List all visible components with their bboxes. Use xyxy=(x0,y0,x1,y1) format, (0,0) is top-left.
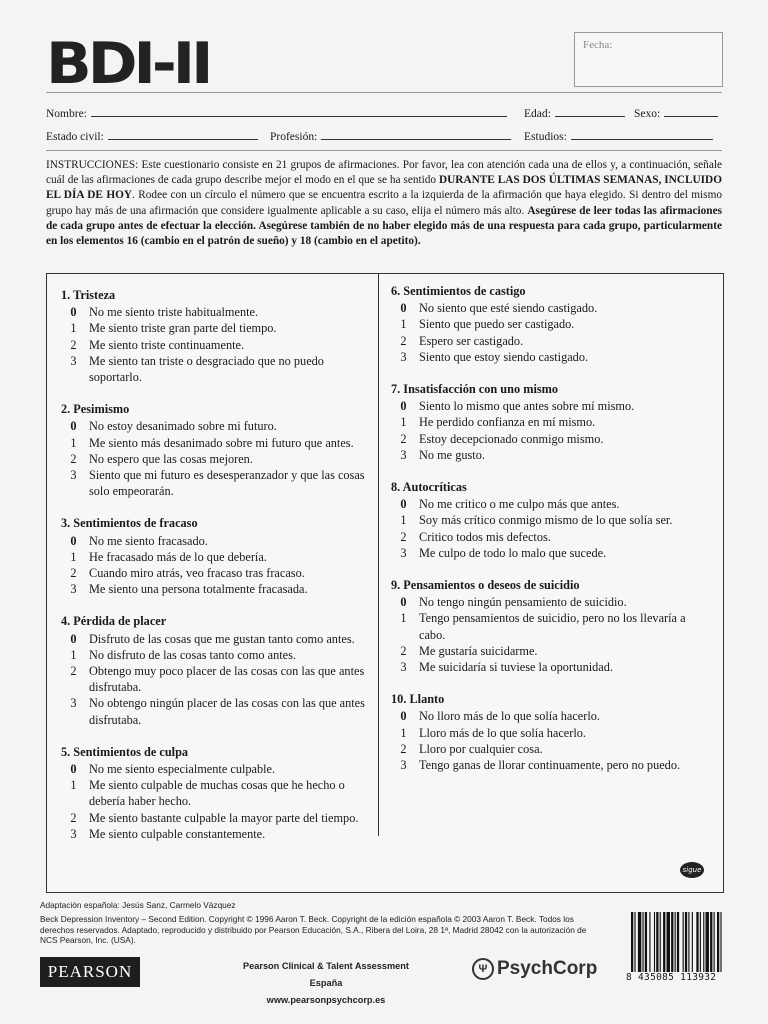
option-text: Soy más crítico conmigo mismo de lo que solía ser. xyxy=(419,513,673,528)
barcode-bar xyxy=(675,912,676,972)
psychcorp-logo: Ψ PsychCorp xyxy=(472,958,597,980)
bdi-logo: BDI-II xyxy=(46,30,210,98)
answer-option[interactable] xyxy=(58,826,372,842)
question-title: 6. Sentimientos de castigo xyxy=(391,284,526,298)
barcode-bar xyxy=(656,912,658,972)
barcode-bar xyxy=(649,912,650,972)
question-title: 1. Tristeza xyxy=(61,288,116,302)
question-title: 4. Pérdida de placer xyxy=(61,614,167,629)
answer-option[interactable] xyxy=(58,418,372,434)
answer-option[interactable] xyxy=(388,512,710,528)
option-text: Estoy decepcionado conmigo mismo. xyxy=(419,431,604,446)
question-group xyxy=(388,479,710,561)
answer-option[interactable] xyxy=(58,304,372,320)
option-number[interactable]: 0 xyxy=(70,762,77,777)
answer-option[interactable] xyxy=(58,451,372,467)
option-text: Lloro más de lo que solía hacerlo. xyxy=(419,725,586,740)
barcode-bar xyxy=(696,912,698,972)
barcode-bar xyxy=(700,912,701,972)
option-number[interactable]: 3 xyxy=(70,582,77,597)
estudios-line[interactable] xyxy=(571,138,713,140)
option-text: Me suicidaría si tuviese la oportunidad. xyxy=(419,660,613,675)
barcode-bar xyxy=(631,912,633,972)
answer-option[interactable] xyxy=(58,549,372,565)
option-text: No me siento fracasado. xyxy=(89,533,208,548)
option-number[interactable]: 3 xyxy=(70,353,77,368)
option-text: Me siento una persona totalmente fracasada. xyxy=(89,582,308,597)
question-group xyxy=(388,283,710,365)
option-number[interactable]: 0 xyxy=(400,497,407,512)
sigue-badge: sigue xyxy=(680,862,704,878)
option-text: No me siento triste habitualmente. xyxy=(89,305,259,320)
estado-civil-label: Estado civil: xyxy=(46,131,104,143)
answer-option[interactable] xyxy=(388,349,710,365)
psi-icon: Ψ xyxy=(472,958,494,980)
answer-option[interactable] xyxy=(388,447,710,463)
option-text: No me critico o me culpo más que antes. xyxy=(419,497,620,512)
questions-left-column xyxy=(58,287,372,858)
option-text: Siento lo mismo que antes sobre mí mismo. xyxy=(419,399,635,414)
edad-field[interactable] xyxy=(524,108,625,120)
edad-line[interactable] xyxy=(555,115,625,117)
barcode-bar xyxy=(634,912,635,972)
answer-option[interactable] xyxy=(388,659,710,675)
option-number[interactable]: 2 xyxy=(400,741,407,756)
answer-option[interactable] xyxy=(388,333,710,349)
answer-option[interactable] xyxy=(58,777,372,809)
barcode-bar xyxy=(685,912,687,972)
answer-option[interactable] xyxy=(58,810,372,826)
barcode-bar xyxy=(717,912,719,972)
answer-option[interactable] xyxy=(388,300,710,316)
sexo-line[interactable] xyxy=(664,115,718,117)
edad-label: Edad: xyxy=(524,108,551,120)
option-number[interactable]: 2 xyxy=(70,451,77,466)
answer-option[interactable] xyxy=(58,337,372,353)
option-text: Me siento bastante culpable la mayor parte del tiempo. xyxy=(89,810,359,825)
option-text: No espero que las cosas mejoren. xyxy=(89,451,253,466)
question-group xyxy=(58,744,372,842)
question-group xyxy=(58,515,372,597)
nombre-label: Nombre: xyxy=(46,108,87,120)
barcode-bar xyxy=(703,912,704,972)
question-title: 7. Insatisfacción con uno mismo xyxy=(391,382,559,397)
option-number[interactable]: 3 xyxy=(400,545,407,560)
answer-option[interactable] xyxy=(388,741,710,757)
option-number[interactable]: 3 xyxy=(70,696,77,711)
estado-civil-field[interactable] xyxy=(46,131,258,143)
barcode-bar xyxy=(710,912,712,972)
question-group xyxy=(58,401,372,499)
barcode-bar xyxy=(642,912,643,972)
answer-option[interactable] xyxy=(388,643,710,659)
question-title: 5. Sentimientos de culpa xyxy=(61,744,189,759)
nombre-field[interactable] xyxy=(46,108,507,120)
answer-option[interactable] xyxy=(58,581,372,597)
nombre-line[interactable] xyxy=(91,115,507,117)
option-number[interactable]: 2 xyxy=(400,529,407,544)
answer-option[interactable] xyxy=(58,320,372,336)
option-number[interactable]: 0 xyxy=(70,305,77,320)
answer-option[interactable] xyxy=(58,435,372,451)
option-number[interactable]: 0 xyxy=(70,419,77,434)
barcode-bar xyxy=(671,912,673,972)
option-number[interactable]: 1 xyxy=(70,647,77,662)
barcode-bar xyxy=(677,912,679,972)
answer-option[interactable] xyxy=(58,353,372,385)
barcode-bar xyxy=(660,912,661,972)
option-number[interactable]: 1 xyxy=(70,321,77,336)
answer-option[interactable] xyxy=(58,631,372,647)
answer-option[interactable] xyxy=(58,467,372,499)
question-title: 8. Autocríticas xyxy=(391,480,467,495)
option-text: Siento que mi futuro es desesperanzador y que las cosas solo empeorarán. xyxy=(89,468,365,499)
adaptation-credit: Adaptación española: Jesús Sanz, Carmelo Vázquez xyxy=(40,900,236,910)
option-text: No me siento especialmente culpable. xyxy=(89,762,276,777)
option-text: No lloro más de lo que solía hacerlo. xyxy=(419,709,600,724)
profesion-field[interactable] xyxy=(270,131,511,143)
fields-divider xyxy=(46,150,722,151)
option-text: Espero ser castigado. xyxy=(419,333,524,348)
option-text: Siento que estoy siendo castigado. xyxy=(419,349,589,364)
option-number[interactable]: 0 xyxy=(400,301,407,316)
answer-option[interactable] xyxy=(388,414,710,430)
column-divider xyxy=(378,273,379,836)
barcode-bar xyxy=(663,912,665,972)
option-text: Me siento más desanimado sobre mi futuro que antes. xyxy=(89,435,354,450)
answer-option[interactable] xyxy=(388,594,710,610)
barcode-bar xyxy=(654,912,655,972)
barcode-bar xyxy=(706,912,709,972)
option-number[interactable]: 2 xyxy=(400,643,407,658)
answer-option[interactable] xyxy=(58,663,372,695)
option-number[interactable]: 3 xyxy=(70,468,77,483)
profesion-label: Profesión: xyxy=(270,131,318,143)
option-number[interactable]: 0 xyxy=(70,533,77,548)
question-group xyxy=(58,613,372,727)
option-text: No me gusto. xyxy=(419,447,485,462)
option-number[interactable]: 0 xyxy=(400,709,407,724)
answer-option[interactable] xyxy=(388,725,710,741)
fecha-field[interactable] xyxy=(574,32,723,87)
header-divider xyxy=(46,92,722,93)
question-group xyxy=(388,691,710,773)
option-text: Me culpo de todo lo malo que sucede. xyxy=(419,545,607,560)
option-number[interactable]: 0 xyxy=(400,399,407,414)
option-text: Disfruto de las cosas que me gustan tanto como antes. xyxy=(89,631,355,646)
option-text: Me gustaría suicidarme. xyxy=(419,643,538,658)
option-text: Cuando miro atrás, veo fracaso tras fracaso. xyxy=(89,566,305,581)
option-number[interactable]: 1 xyxy=(400,415,407,430)
option-number[interactable]: 3 xyxy=(400,349,407,364)
answer-option[interactable] xyxy=(58,533,372,549)
answer-option[interactable] xyxy=(388,529,710,545)
option-number[interactable]: 1 xyxy=(400,611,407,626)
option-text: He perdido confianza en mí mismo. xyxy=(419,415,596,430)
answer-option[interactable] xyxy=(58,565,372,581)
barcode-bar xyxy=(714,912,715,972)
question-group xyxy=(58,287,372,385)
copyright-notice: Beck Depression Inventory – Second Edition. Copyright © 1996 Aaron T. Beck. Copyright de la edición española © 2003 Aaron T. Beck. Todos los derechos reservados. Adaptado, reproducido y distribuido por Pearson Educación, S.A., Ribera del Loira, 28 1ª, Madrid 28042 con la autorización de NCS Pearson, Inc. (USA). xyxy=(40,914,587,945)
option-number[interactable]: 2 xyxy=(70,566,77,581)
question-group xyxy=(388,577,710,675)
question-group xyxy=(388,381,710,463)
answer-option[interactable] xyxy=(388,398,710,414)
option-number[interactable]: 1 xyxy=(70,549,77,564)
option-number[interactable]: 2 xyxy=(70,810,77,825)
option-number[interactable]: 2 xyxy=(70,664,77,679)
option-text: Tengo ganas de llorar continuamente, pero no puedo. xyxy=(419,758,681,773)
option-text: Me siento culpable de muchas cosas que he hecho o debería haber hecho. xyxy=(89,778,345,809)
website-link[interactable]: www.pearsonpsychcorp.es xyxy=(266,995,386,1005)
option-number[interactable]: 1 xyxy=(400,317,407,332)
option-number[interactable]: 0 xyxy=(400,595,407,610)
profesion-line[interactable] xyxy=(321,138,511,140)
option-number[interactable]: 3 xyxy=(400,660,407,675)
option-text: Me siento triste continuamente. xyxy=(89,337,245,352)
option-text: No siento que esté siendo castigado. xyxy=(419,301,598,316)
barcode-bar xyxy=(645,912,647,972)
answer-option[interactable] xyxy=(388,757,710,773)
barcode xyxy=(630,912,726,972)
estudios-field[interactable] xyxy=(524,131,713,143)
option-text: Siento que puedo ser castigado. xyxy=(419,317,575,332)
instructions: INSTRUCCIONES: Este cuestionario consiste en 21 grupos de afirmaciones. Por favor, lea con atención cada una de ellos y, a continuación, señale cuál de las afirmaciones de cada grupo describe mejor el modo en el que se ha sentido DURANTE LAS DOS ÚLTIMAS SEMANAS, INCLUIDO EL DÍA DE HOY. Rodee con un círculo el número que se encuentra escrito a la izquierda de la afirmación que haya elegido. Si dentro del mismo grupo hay más de una afirmación que considere igualmente aplicable a su caso, elija el número más alto. Asegúrese de leer todas las afirmaciones de cada grupo antes de efectuar la elección. Asegúrese también de no haber elegido más de una respuesta para cada grupo, particularmente en los elementos 16 (cambio en el patrón de sueño) y 18 (cambio en el apetito). xyxy=(46,159,723,248)
answer-option[interactable] xyxy=(388,545,710,561)
option-text: Lloro por cualquier cosa. xyxy=(419,741,543,756)
option-number[interactable]: 2 xyxy=(70,337,77,352)
question-title: 2. Pesimismo xyxy=(61,402,130,417)
fecha-label: Fecha: xyxy=(583,39,613,51)
answer-option[interactable] xyxy=(388,610,710,642)
option-number[interactable]: 2 xyxy=(400,333,407,348)
barcode-bar xyxy=(638,912,641,972)
option-text: He fracasado más de lo que debería. xyxy=(89,549,267,564)
option-number[interactable]: 1 xyxy=(70,435,77,450)
barcode-bar xyxy=(667,912,670,972)
pearson-logo: PEARSON xyxy=(40,957,140,987)
barcode-bar xyxy=(688,912,689,972)
option-text: No disfruto de las cosas tanto como antes. xyxy=(89,647,296,662)
barcode-bar xyxy=(683,912,684,972)
answer-option[interactable] xyxy=(388,431,710,447)
estado-civil-line[interactable] xyxy=(108,138,258,140)
question-title: 10. Llanto xyxy=(391,692,445,707)
option-text: No tengo ningún pensamiento de suicidio. xyxy=(419,595,627,610)
option-text: Obtengo muy poco placer de las cosas con las que antes disfrutaba. xyxy=(89,664,365,695)
barcode-bar xyxy=(692,912,693,972)
estudios-label: Estudios: xyxy=(524,131,567,143)
barcode-bar xyxy=(720,912,721,972)
answer-option[interactable] xyxy=(388,708,710,724)
option-number[interactable]: 0 xyxy=(70,631,77,646)
option-number[interactable]: 3 xyxy=(70,826,77,841)
option-text: Me siento tan triste o desgraciado que no puedo soportarlo. xyxy=(89,353,324,385)
sexo-label: Sexo: xyxy=(634,108,661,120)
option-text: Me siento triste gran parte del tiempo. xyxy=(89,321,277,336)
publisher-info xyxy=(226,958,426,1009)
option-number[interactable]: 1 xyxy=(400,725,407,740)
answer-option[interactable] xyxy=(388,496,710,512)
option-text: Me siento culpable constantemente. xyxy=(89,826,266,841)
option-text: No obtengo ningún placer de las cosas con las que antes disfrutaba. xyxy=(89,696,365,727)
sexo-field[interactable] xyxy=(634,108,718,120)
option-text: Tengo pensamientos de suicidio, pero no los llevaría a cabo. xyxy=(419,611,686,642)
answer-option[interactable] xyxy=(388,316,710,332)
barcode-number: 8 435085 113932 xyxy=(626,972,717,983)
answer-option[interactable] xyxy=(58,695,372,727)
option-text: No estoy desanimado sobre mi futuro. xyxy=(89,419,277,434)
questions-right-column xyxy=(388,283,710,789)
option-number[interactable]: 2 xyxy=(400,431,407,446)
option-number[interactable]: 3 xyxy=(400,758,407,773)
question-title: 3. Sentimientos de fracaso xyxy=(61,516,198,531)
clinical-name: Pearson Clinical & Talent Assessment España xyxy=(243,961,409,988)
answer-option[interactable] xyxy=(58,647,372,663)
question-title: 9. Pensamientos o deseos de suicidio xyxy=(391,578,580,593)
option-text: Critico todos mis defectos. xyxy=(419,529,551,544)
answer-option[interactable] xyxy=(58,761,372,777)
option-number[interactable]: 1 xyxy=(70,778,77,793)
option-number[interactable]: 3 xyxy=(400,447,407,462)
option-number[interactable]: 1 xyxy=(400,513,407,528)
